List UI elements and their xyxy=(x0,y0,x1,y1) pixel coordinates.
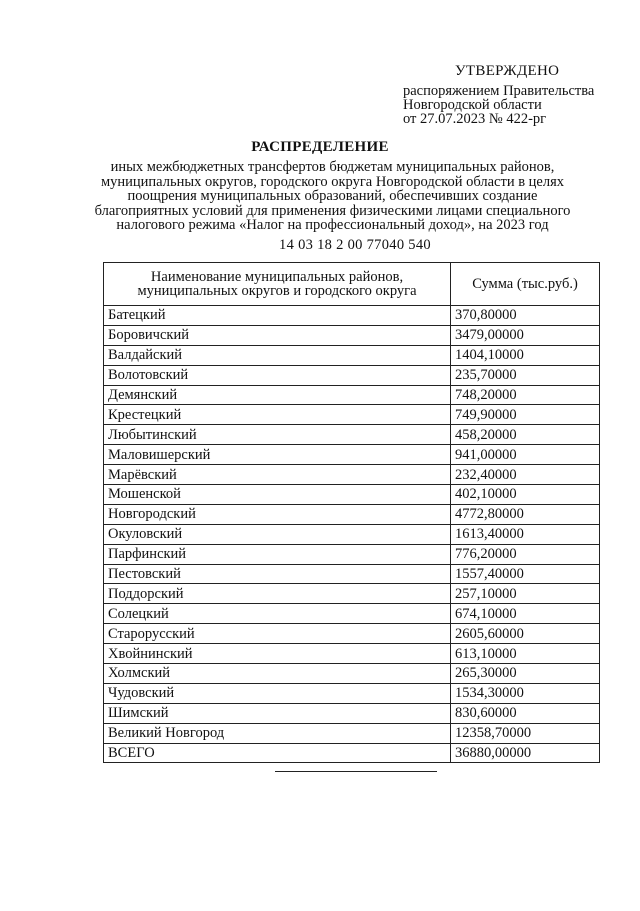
table-row xyxy=(104,564,600,584)
district-name-cell: Маловишерский xyxy=(104,445,451,465)
district-name-cell: Шимский xyxy=(104,703,451,723)
table-row xyxy=(104,385,600,405)
subtitle-line: поощрения муниципальных образований, обеспечивших создание xyxy=(127,188,538,204)
amount-cell: 1404,10000 xyxy=(451,345,600,365)
document-subtitle xyxy=(90,160,575,233)
column-header-name xyxy=(104,263,451,306)
amount-cell: 941,00000 xyxy=(451,445,600,465)
amount-cell: 4772,80000 xyxy=(451,504,600,524)
subtitle-line: благоприятных условий для применения физическими лицами специального xyxy=(94,202,571,219)
table-row xyxy=(104,485,600,505)
district-name-cell: Чудовский xyxy=(104,683,451,703)
subtitle-line: иных межбюджетных трансфертов бюджетам муниципальных районов, xyxy=(110,159,555,175)
subtitle-line: налогового режима «Налог на профессиональный доход», на 2023 год xyxy=(116,217,549,233)
table-row xyxy=(104,504,600,524)
district-name-cell: Батецкий xyxy=(104,306,451,326)
approval-heading: УТВЕРЖДЕНО xyxy=(455,63,560,79)
amount-cell: 749,90000 xyxy=(451,405,600,425)
amount-cell: 232,40000 xyxy=(451,465,600,485)
approval-line: от 27.07.2023 № 422-рг xyxy=(403,111,547,127)
amount-cell: 235,70000 xyxy=(451,365,600,385)
table-row xyxy=(104,644,600,664)
district-name-cell: Волотовский xyxy=(104,365,451,385)
amount-cell: 674,10000 xyxy=(451,604,600,624)
table-row xyxy=(104,544,600,564)
table-row xyxy=(104,664,600,684)
district-name-cell: Великий Новгород xyxy=(104,723,451,743)
approval-block xyxy=(403,64,633,126)
amount-cell: 3479,00000 xyxy=(451,325,600,345)
amount-cell: 1534,30000 xyxy=(451,683,600,703)
table-row xyxy=(104,325,600,345)
district-name-cell: Валдайский xyxy=(104,345,451,365)
column-header-name-line: Наименование муниципальных районов, xyxy=(150,269,404,285)
table-row xyxy=(104,465,600,485)
amount-cell: 1557,40000 xyxy=(451,564,600,584)
table-row xyxy=(104,306,600,326)
district-name-cell: Новгородский xyxy=(104,504,451,524)
district-name-cell: Демянский xyxy=(104,385,451,405)
amount-cell: 1613,40000 xyxy=(451,524,600,544)
approval-line: распоряжением Правительства xyxy=(403,83,595,99)
amount-cell: 402,10000 xyxy=(451,485,600,505)
document-title: РАСПРЕДЕЛЕНИЕ xyxy=(251,139,389,155)
district-name-cell: Хвойнинский xyxy=(104,644,451,664)
table-header-row xyxy=(104,263,600,306)
table-row xyxy=(104,445,600,465)
table-row xyxy=(104,703,600,723)
district-name-cell: Холмский xyxy=(104,664,451,684)
column-header-amount: Сумма (тыс.руб.) xyxy=(451,263,600,306)
amount-cell: 748,20000 xyxy=(451,385,600,405)
amount-cell: 613,10000 xyxy=(451,644,600,664)
table-row xyxy=(104,604,600,624)
amount-cell: 265,30000 xyxy=(451,664,600,684)
amount-cell: 370,80000 xyxy=(451,306,600,326)
district-name-cell: Поддорский xyxy=(104,584,451,604)
table-row xyxy=(104,524,600,544)
approval-line: Новгородской области xyxy=(403,97,542,113)
amount-cell: 830,60000 xyxy=(451,703,600,723)
table-row xyxy=(104,723,600,743)
district-name-cell: Старорусский xyxy=(104,624,451,644)
district-name-cell: ВСЕГО xyxy=(104,743,451,763)
district-name-cell: Марёвский xyxy=(104,465,451,485)
table-row xyxy=(104,345,600,365)
closing-rule xyxy=(275,771,437,772)
district-name-cell: Окуловский xyxy=(104,524,451,544)
amount-cell: 2605,60000 xyxy=(451,624,600,644)
district-name-cell: Любытинский xyxy=(104,425,451,445)
table-row xyxy=(104,405,600,425)
table-row xyxy=(104,584,600,604)
table-row xyxy=(104,624,600,644)
amount-cell: 36880,00000 xyxy=(451,743,600,763)
amount-cell: 776,20000 xyxy=(451,544,600,564)
amount-cell: 257,10000 xyxy=(451,584,600,604)
distribution-table xyxy=(103,262,600,763)
table-row xyxy=(104,683,600,703)
district-name-cell: Парфинский xyxy=(104,544,451,564)
district-name-cell: Пестовский xyxy=(104,564,451,584)
table-row xyxy=(104,365,600,385)
amount-cell: 12358,70000 xyxy=(451,723,600,743)
district-name-cell: Боровичский xyxy=(104,325,451,345)
budget-classification-code: 14 03 18 2 00 77040 540 xyxy=(279,237,431,253)
table-row xyxy=(104,743,600,763)
table-row xyxy=(104,425,600,445)
column-header-name-line: муниципальных округов и городского округа xyxy=(137,283,417,299)
district-name-cell: Солецкий xyxy=(104,604,451,624)
district-name-cell: Мошенской xyxy=(104,485,451,505)
subtitle-line: муниципальных округов, городского округа Новгородской области в целях xyxy=(100,173,565,190)
amount-cell: 458,20000 xyxy=(451,425,600,445)
district-name-cell: Крестецкий xyxy=(104,405,451,425)
